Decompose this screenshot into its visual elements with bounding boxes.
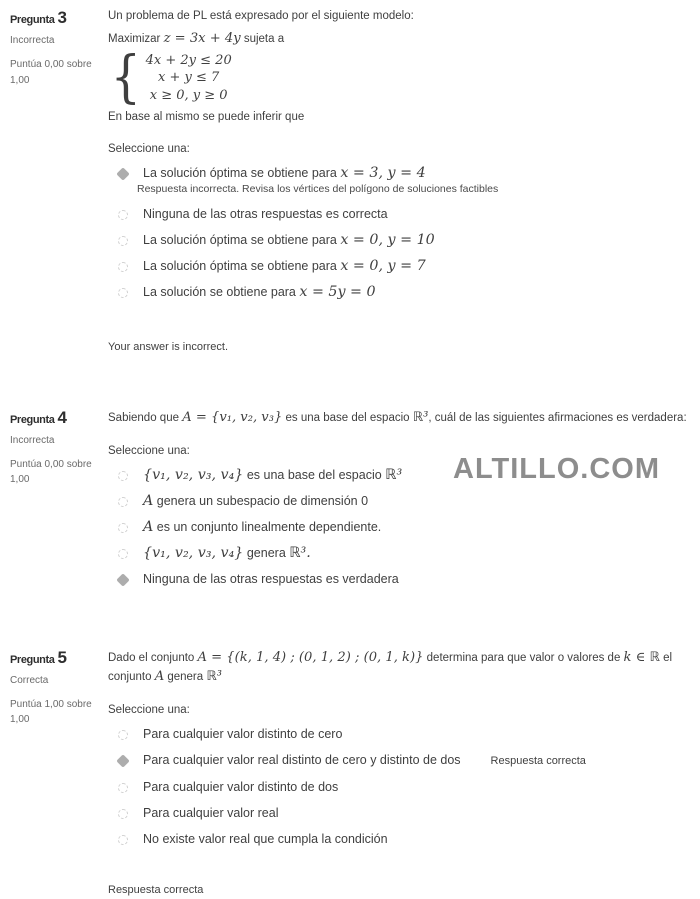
option-body <box>143 544 688 562</box>
question-5 <box>0 640 700 899</box>
question-number: 5 <box>57 647 67 667</box>
answer-option[interactable] <box>118 257 688 275</box>
question-4-info <box>0 408 108 596</box>
question-status: Incorrecta <box>10 434 55 446</box>
option-label: Para cualquier valor distinto de cero <box>143 727 343 742</box>
answer-option[interactable] <box>118 570 688 588</box>
answer-option[interactable] <box>118 830 688 848</box>
radio-unselected-icon[interactable] <box>118 236 128 246</box>
answer-option[interactable] <box>118 804 688 822</box>
constraint-line: x ≥ 0, y ≥ 0 <box>149 87 228 103</box>
constraint-line: x + y ≤ 7 <box>158 70 220 86</box>
question-4-title <box>10 408 108 428</box>
option-body <box>143 492 688 510</box>
option-body <box>143 804 688 822</box>
option-label: Para cualquier valor distinto de dos <box>143 780 339 795</box>
option-label: {v₁, v₂, v₃, v₄} es una base del espacio ℝ³ <box>143 466 403 483</box>
radio-selected-icon[interactable] <box>116 168 129 181</box>
overall-feedback: Your answer is incorrect. <box>108 341 229 354</box>
answer-option[interactable] <box>118 231 688 249</box>
option-body <box>143 778 688 796</box>
option-body <box>143 231 688 249</box>
answer-option[interactable] <box>118 518 688 536</box>
select-one-label: Seleccione una: <box>108 143 190 156</box>
option-label: {v₁, v₂, v₃, v₄} genera ℝ³. <box>143 544 311 561</box>
question-label: Pregunta <box>10 653 55 666</box>
select-one-label: Seleccione una: <box>108 704 190 717</box>
constraint-lines <box>146 52 232 105</box>
radio-unselected-icon[interactable] <box>118 809 128 819</box>
radio-unselected-icon[interactable] <box>118 549 128 559</box>
option-label: A genera un subespacio de dimensión 0 <box>143 492 369 509</box>
question-4 <box>0 400 700 596</box>
question-text: Dado el conjunto A = {(k, 1, 4) ; (0, 1, 2) ; (0, 1, k)} determina para que valor o valores de k ∈ ℝ el conjunto A genera ℝ³ <box>108 649 673 685</box>
option-body <box>143 570 688 588</box>
overall-feedback: Respuesta correcta <box>108 884 204 897</box>
option-label: La solución óptima se obtiene para x = 0, y = 7 <box>143 258 426 275</box>
question-5-title <box>10 648 108 668</box>
answer-options <box>108 725 688 848</box>
question-intro: Un problema de PL está expresado por el siguiente modelo: <box>108 10 414 22</box>
option-body <box>143 283 688 301</box>
answer-option[interactable] <box>118 751 688 770</box>
answer-option[interactable] <box>118 778 688 796</box>
altillo-watermark: ALTILLO.COM <box>453 453 660 485</box>
question-5-info <box>0 648 108 899</box>
option-body <box>143 725 688 743</box>
radio-selected-icon[interactable] <box>116 573 129 586</box>
question-grade: Puntúa 0,00 sobre 1,00 <box>10 59 92 86</box>
question-number: 3 <box>57 8 67 27</box>
option-body <box>143 830 688 848</box>
answer-option[interactable] <box>118 164 688 197</box>
question-label: Pregunta <box>10 413 55 426</box>
option-label: La solución óptima se obtiene para x = 3, y = 4 <box>143 165 426 182</box>
answer-option[interactable] <box>118 725 688 743</box>
answer-option[interactable] <box>118 205 688 223</box>
inline-correct-feedback: Respuesta correcta <box>490 755 586 768</box>
option-label <box>143 751 688 770</box>
question-status: Correcta <box>10 674 49 686</box>
radio-unselected-icon[interactable] <box>118 262 128 272</box>
option-label: Ninguna de las otras respuestas es correcta <box>143 207 388 222</box>
option-label: Ninguna de las otras respuestas es verdadera <box>143 571 399 586</box>
answer-option[interactable] <box>118 492 688 510</box>
answer-option[interactable] <box>118 544 688 562</box>
option-feedback: Respuesta incorrecta. Revisa los vértices del polígono de soluciones factibles <box>137 183 499 196</box>
objective-line: Maximizar z = 3x + 4y sujeta a <box>108 31 285 47</box>
question-status: Incorrecta <box>10 35 55 46</box>
option-label: La solución óptima se obtiene para x = 0, y = 10 <box>143 232 435 249</box>
radio-unselected-icon[interactable] <box>118 783 128 793</box>
answer-options <box>108 164 688 301</box>
option-label: No existe valor real que cumpla la condición <box>143 832 388 847</box>
option-label: La solución se obtiene para x = 5y = 0 <box>143 284 376 301</box>
option-label: Para cualquier valor real <box>143 806 279 821</box>
option-label-text: Para cualquier valor real distinto de cero y distinto de dos <box>143 753 461 768</box>
radio-unselected-icon[interactable] <box>118 210 128 220</box>
radio-unselected-icon[interactable] <box>118 730 128 740</box>
question-text: Sabiendo que A = {v₁, v₂, v₃} es una base del espacio ℝ³, cuál de las siguientes afirmaciones es verdadera: <box>108 409 687 425</box>
question-inference: En base al mismo se puede inferir que <box>108 110 305 123</box>
select-one-label: Seleccione una: <box>108 444 190 457</box>
constraint-line: 4x + 2y ≤ 20 <box>145 52 232 68</box>
option-label: A es un conjunto linealmente dependiente. <box>143 518 382 535</box>
option-body <box>143 205 688 223</box>
question-3 <box>0 0 700 356</box>
constraint-system <box>108 44 688 110</box>
question-4-content <box>108 408 700 596</box>
radio-unselected-icon[interactable] <box>118 523 128 533</box>
radio-selected-icon[interactable] <box>116 755 129 768</box>
question-grade: Puntúa 0,00 sobre 1,00 <box>10 458 92 486</box>
option-body <box>137 164 688 197</box>
left-brace: { <box>110 44 141 110</box>
question-grade: Puntúa 1,00 sobre 1,00 <box>10 698 92 726</box>
option-body <box>143 518 688 536</box>
radio-unselected-icon[interactable] <box>118 288 128 298</box>
option-body <box>143 257 688 275</box>
radio-unselected-icon[interactable] <box>118 497 128 507</box>
radio-unselected-icon[interactable] <box>118 835 128 845</box>
answer-option[interactable] <box>118 283 688 301</box>
question-label: Pregunta <box>10 14 55 26</box>
question-5-content <box>108 648 700 899</box>
radio-unselected-icon[interactable] <box>118 471 128 481</box>
option-body <box>143 751 688 770</box>
question-3-content <box>108 8 700 356</box>
question-number: 4 <box>57 407 67 427</box>
question-3-title <box>10 8 108 28</box>
question-3-info <box>0 8 108 356</box>
